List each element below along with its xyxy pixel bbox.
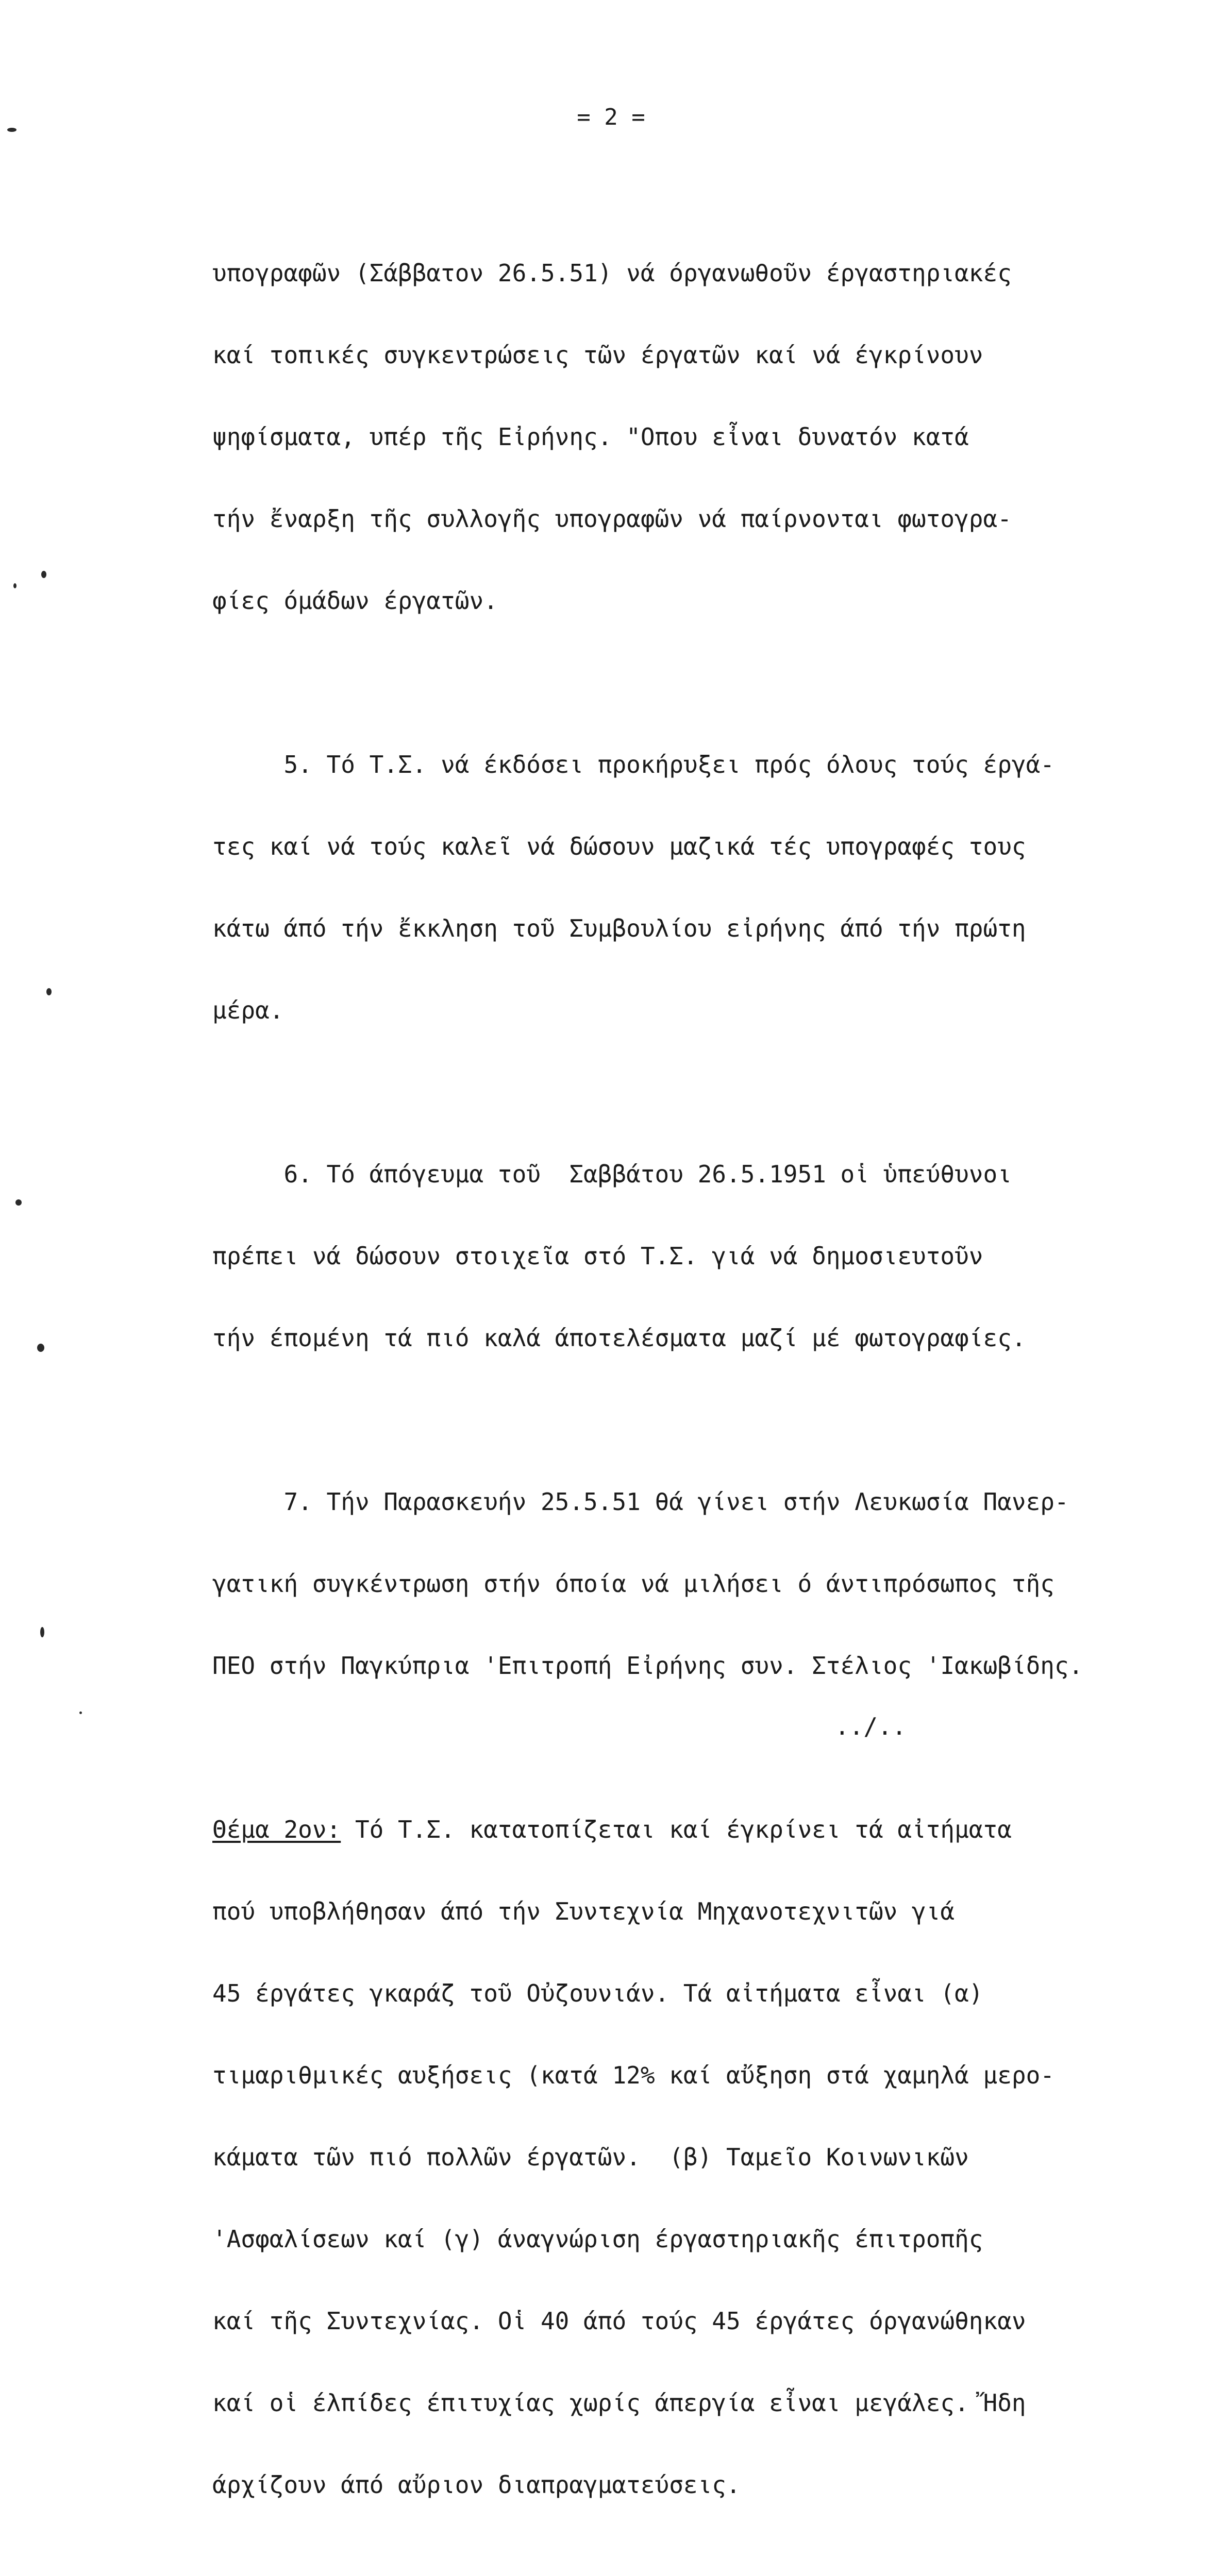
scan-speck xyxy=(15,1199,22,1206)
text-line: 7. Τήν Παρασκευήν 25.5.51 θά γίνει στήν Λευκωσία Πανερ- xyxy=(212,1488,1069,1516)
text-line: ψηφίσματα, υπέρ τῆς Εἰρήνης. "Οπου εἶναι δυνατόν κατά xyxy=(212,423,969,451)
text-line: ΠΕΟ στήν Παγκύπρια 'Επιτροπή Εἰρήνης συν. Στέλιος 'Ιακωβίδης. xyxy=(212,1652,1083,1680)
scan-speck xyxy=(40,1627,44,1637)
paragraph-item-5 xyxy=(212,697,1192,1079)
text-line: καί τῆς Συντεχνίας. Οἱ 40 άπό τούς 45 έργάτες όργανώθηκαν xyxy=(212,2307,1026,2335)
topic-heading: Θέμα 2ον: xyxy=(212,1816,341,1843)
continuation-mark: ../.. xyxy=(835,1713,907,1740)
text-line: άρχίζουν άπό αὔριον διαπραγματεύσεις. xyxy=(212,2471,741,2499)
paragraph-item-6 xyxy=(212,1106,1192,1406)
text-line: πού υποβλήθησαν άπό τήν Συντεχνία Μηχανοτεχνιτῶν γιά xyxy=(212,1897,955,1925)
document-body xyxy=(212,205,1192,2576)
page-number: = 2 = xyxy=(577,104,645,130)
text-line: μέρα. xyxy=(212,996,284,1024)
text-line: τήν ἔναρξη τῆς συλλογῆς υπογραφῶν νά παίρνονται φωτογρα- xyxy=(212,505,1012,533)
scan-speck xyxy=(37,1344,44,1352)
text-line: γατική συγκέντρωση στήν όποία νά μιλήσει ό άντιπρόσωπος τῆς xyxy=(212,1570,1054,1598)
scan-speck xyxy=(41,571,46,578)
scan-speck xyxy=(79,1711,82,1714)
paragraph-topic-2 xyxy=(212,1761,1192,2553)
text-line: 'Ασφαλίσεων καί (γ) άναγνώριση έργαστηριακῆς έπιτροπῆς xyxy=(212,2225,983,2253)
text-line: κάτω άπό τήν ἔκκληση τοῦ Συμβουλίου εἰρήνης άπό τήν πρώτη xyxy=(212,914,1026,942)
paragraph-item-7 xyxy=(212,1434,1192,1734)
scan-speck xyxy=(46,988,52,995)
text-line: τήν έπομένη τά πιό καλά άποτελέσματα μαζί μέ φωτογραφίες. xyxy=(212,1324,1026,1352)
scan-speck xyxy=(13,583,16,588)
text-line: 5. Τό Τ.Σ. νά έκδόσει προκήρυξει πρός όλους τούς έργά- xyxy=(212,751,1054,778)
text-line: τες καί νά τούς καλεῖ νά δώσουν μαζικά τές υπογραφές τους xyxy=(212,833,1026,860)
text-line: φίες όμάδων έργατῶν. xyxy=(212,587,498,615)
text-line: πρέπει νά δώσουν στοιχεῖα στό Τ.Σ. γιά νά δημοσιευτοῦν xyxy=(212,1242,983,1270)
text-line: κάματα τῶν πιό πολλῶν έργατῶν. (β) Ταμεῖο Κοινωνικῶν xyxy=(212,2143,969,2171)
text-line: 6. Τό άπόγευμα τοῦ Σαββάτου 26.5.1951 οἱ ὑπεύθυνοι xyxy=(212,1160,1012,1188)
paragraph-signatures xyxy=(212,205,1192,669)
text-line xyxy=(212,1816,1192,1843)
text-line: καί οἱ έλπίδες έπιτυχίας χωρίς άπεργία εἶναι μεγάλες. Ἤδη xyxy=(212,2389,1026,2417)
text-line: καί τοπικές συγκεντρώσεις τῶν έργατῶν καί νά έγκρίνουν xyxy=(212,341,983,369)
text-line: 45 έργάτες γκαράζ τοῦ Οὐζουνιάν. Τά αἰτήματα εἶναι (α) xyxy=(212,1979,983,2007)
text-line: τιμαριθμικές αυξήσεις (κατά 12% καί αὔξηση στά χαμηλά μερο- xyxy=(212,2061,1054,2089)
text-line: υπογραφῶν (Σάββατον 26.5.51) νά όργανωθοῦν έργαστηριακές xyxy=(212,259,1012,287)
text-fragment: Τό Τ.Σ. κατατοπίζεται καί έγκρίνει τά αἰτήματα xyxy=(341,1816,1012,1843)
